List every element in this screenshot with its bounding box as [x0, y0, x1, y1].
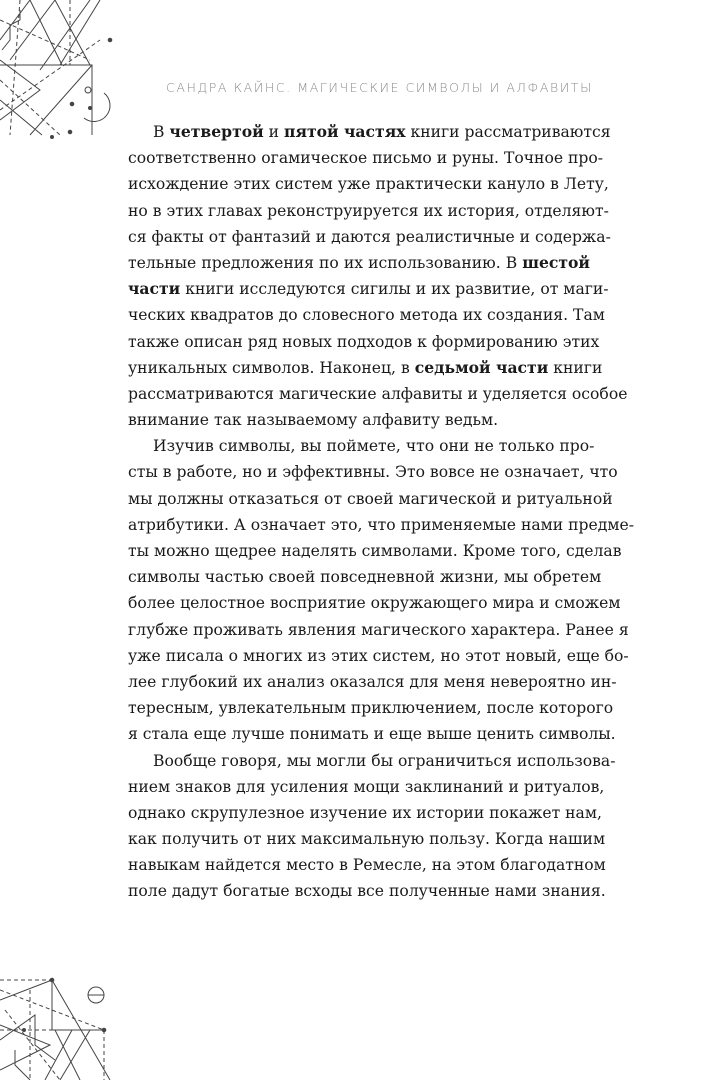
- text-line: [128, 748, 616, 774]
- text-run: как получить от них максимальную пользу. Когда нашим: [128, 830, 606, 849]
- bold-text: шестой: [522, 252, 590, 272]
- text-line: [128, 826, 606, 852]
- text-run: навыкам найдется место в Ремесле, на этом благодатном: [128, 856, 606, 875]
- text-run: книги рассматриваются: [405, 123, 611, 141]
- text-line: [128, 459, 618, 485]
- text-run: соответственно огамическое письмо и руны. Точное про-: [128, 149, 604, 168]
- bottom-ornament-icon: [0, 970, 120, 1080]
- text-line: [128, 800, 602, 826]
- page-body-text: [128, 119, 634, 905]
- text-run: ся факты от фантазий и даются реалистичные и содержа-: [128, 227, 611, 246]
- text-line: [128, 381, 628, 407]
- text-run: я стала еще лучше понимать и еще выше ценить символы.: [128, 725, 616, 744]
- text-line: [128, 145, 604, 171]
- text-run: и: [263, 123, 285, 141]
- text-line: [128, 617, 629, 643]
- text-run: уже писала о многих из этих систем, но этот новый, еще бо-: [128, 646, 629, 665]
- text-run: ты можно щедрее наделять символами. Кроме того, сделав: [128, 542, 622, 560]
- text-line: [128, 224, 611, 250]
- bold-text: пятой частях: [284, 122, 406, 141]
- text-line: [128, 669, 617, 695]
- text-run: Вообще говоря, мы могли бы ограничиться использова-: [153, 751, 616, 770]
- bold-text: четвертой: [169, 122, 264, 141]
- text-run: В: [153, 123, 170, 141]
- text-run: поле дадут богатые всходы все полученные нами знания.: [128, 882, 606, 901]
- paragraph: [128, 119, 628, 433]
- text-run: внимание так называемому алфавиту ведьм.: [128, 411, 499, 430]
- bold-text: части: [128, 279, 181, 299]
- top-ornament-icon: [0, 0, 120, 145]
- running-header: САНДРА КАЙНС. МАГИЧЕСКИЕ СИМВОЛЫ И АЛФАВИТЫ: [166, 80, 593, 95]
- text-line: [128, 878, 606, 904]
- paragraph: [128, 748, 616, 905]
- text-line: [128, 538, 622, 564]
- text-line: [128, 721, 616, 747]
- text-line: [128, 852, 606, 878]
- text-run: нием знаков для усиления мощи заклинаний и ритуалов,: [128, 777, 605, 796]
- text-run: сты в работе, но и эффективны. Это вовсе не означает, что: [128, 463, 618, 482]
- text-run: тельные предложения по их использованию. В: [128, 253, 523, 272]
- text-run: ческих квадратов до словесного метода их создания. Там: [128, 306, 605, 325]
- text-run: но в этих главах реконструируется их история, отделяют-: [128, 201, 609, 220]
- text-run: символы частью своей повседневной жизни, мы обретем: [128, 568, 602, 587]
- text-line: [128, 119, 611, 145]
- text-line: [128, 643, 629, 669]
- text-run: уникальных символов. Наконец, в: [128, 358, 415, 377]
- text-run: однако скрупулезное изучение их истории покажет нам,: [128, 803, 602, 822]
- text-line: [128, 171, 609, 197]
- text-run: Изучив символы, вы поймете, что они не только про-: [153, 437, 595, 456]
- text-run: исхождение этих систем уже практически кануло в Лету,: [128, 175, 609, 194]
- text-run: атрибутики. А означает это, что применяемые нами предме-: [128, 515, 634, 534]
- text-line: [128, 355, 603, 381]
- text-line: [128, 512, 634, 538]
- text-line: [128, 486, 613, 512]
- text-run: книги: [548, 358, 603, 377]
- bold-text: седьмой части: [414, 357, 549, 377]
- paragraph: [128, 433, 634, 747]
- text-run: мы должны отказаться от своей магической и ритуальной: [128, 489, 613, 508]
- text-line: [128, 407, 590, 433]
- text-run: рассматриваются магические алфавиты и уделяется особое: [128, 384, 628, 403]
- text-line: [128, 564, 602, 590]
- text-line: [128, 329, 600, 355]
- text-line: [128, 302, 605, 328]
- text-line: [128, 198, 609, 224]
- text-run: лее глубокий их анализ оказался для меня невероятно ин-: [128, 672, 617, 691]
- text-line: [128, 695, 614, 721]
- text-run: глубже проживать явления магического характера. Ранее я: [128, 620, 629, 639]
- text-line: [128, 276, 609, 302]
- text-run: также описан ряд новых подходов к формированию этих: [128, 332, 600, 351]
- text-run: более целостное восприятие окружающего мира и сможем: [128, 594, 621, 613]
- text-line: [128, 250, 590, 276]
- text-line: [128, 774, 605, 800]
- text-run: книги исследуются сигилы и их развитие, от маги-: [180, 280, 609, 299]
- text-line: [128, 433, 595, 459]
- text-run: тересным, увлекательным приключением, после которого: [128, 699, 614, 718]
- text-line: [128, 590, 621, 616]
